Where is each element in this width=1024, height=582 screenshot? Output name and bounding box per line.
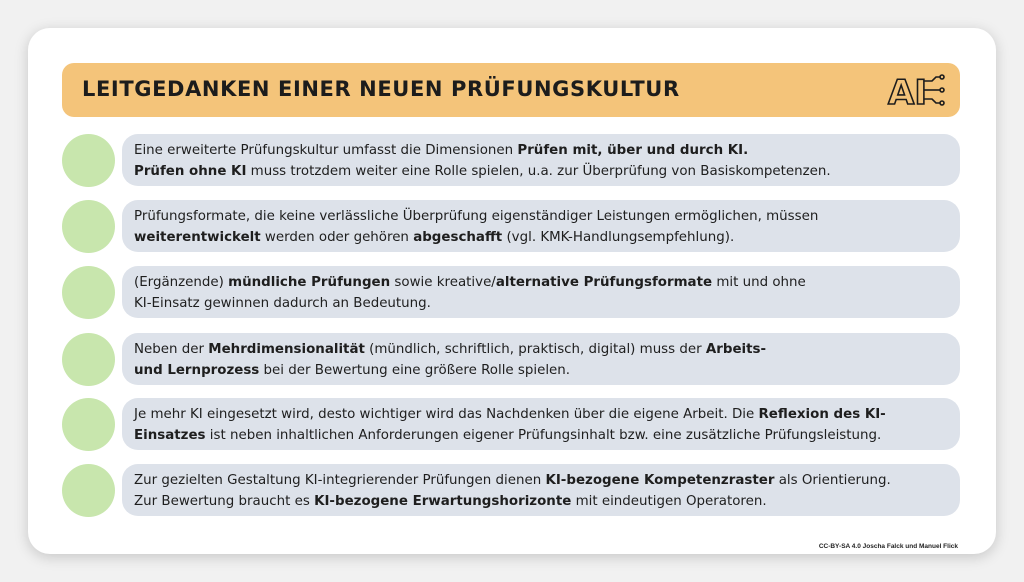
bullet-circle xyxy=(62,333,115,386)
text-segment: Neben der xyxy=(134,342,209,357)
list-item xyxy=(62,266,960,318)
item-box xyxy=(122,464,960,516)
item-box xyxy=(122,266,960,318)
item-text xyxy=(134,140,948,182)
bullet-circle xyxy=(62,266,115,319)
text-segment: ist neben inhaltlichen Anforderungen eigener Prüfungsinhalt bzw. eine zusätzliche Prüfungsleistung. xyxy=(205,428,882,443)
text-segment: mit eindeutigen Operatoren. xyxy=(571,494,767,509)
text-segment: Eine erweiterte Prüfungskultur umfasst die Dimensionen xyxy=(134,143,518,158)
emphasis-text: Prüfen ohne KI xyxy=(134,164,247,179)
text-segment: Zur gezielten Gestaltung KI-integrierender Prüfungen dienen xyxy=(134,473,546,488)
logo-text: AI xyxy=(888,73,927,109)
list-item xyxy=(62,200,960,252)
bullet-circle xyxy=(62,398,115,451)
list-item xyxy=(62,333,960,385)
emphasis-text: Reflexion des KI- xyxy=(758,407,886,422)
text-segment: (vgl. KMK-Handlungsempfehlung). xyxy=(502,230,735,245)
emphasis-text: Prüfen mit, über und durch KI. xyxy=(517,143,749,158)
header-banner xyxy=(62,63,960,117)
bullet-circle xyxy=(62,134,115,187)
text-segment: (mündlich, schriftlich, praktisch, digital) muss der xyxy=(364,342,706,357)
text-segment: werden oder gehören xyxy=(260,230,414,245)
item-text xyxy=(134,206,948,248)
text-segment: mit und ohne xyxy=(712,275,806,290)
emphasis-text: und Lernprozess xyxy=(134,363,260,378)
license-credit: CC-BY-SA 4.0 Joscha Falck und Manuel Flick xyxy=(818,543,958,550)
text-segment: Prüfungsformate, die keine verlässliche Überprüfung eigenständiger Leistungen ermöglichen, müssen xyxy=(134,209,819,224)
emphasis-text: mündliche Prüfungen xyxy=(228,275,391,290)
bullet-circle xyxy=(62,200,115,253)
emphasis-text: alternative Prüfungsformate xyxy=(495,275,713,290)
item-text xyxy=(134,339,948,381)
emphasis-text: Einsatzes xyxy=(134,428,206,443)
text-segment: (Ergänzende) xyxy=(134,275,229,290)
emphasis-text: KI-bezogene Erwartungshorizonte xyxy=(314,494,572,509)
list-item xyxy=(62,464,960,516)
item-text xyxy=(134,272,948,314)
item-box xyxy=(122,134,960,186)
emphasis-text: Mehrdimensionalität xyxy=(208,342,365,357)
text-segment: Je mehr KI eingesetzt wird, desto wichtiger wird das Nachdenken über die eigene Arbeit. Die xyxy=(134,407,759,422)
text-segment: Zur Bewertung braucht es xyxy=(134,494,315,509)
item-text xyxy=(134,470,948,512)
page-title: LEITGEDANKEN EINER NEUEN PRÜFUNGSKULTUR xyxy=(82,77,680,101)
text-segment: sowie kreative/ xyxy=(390,275,496,290)
item-text xyxy=(134,404,948,446)
text-segment: KI-Einsatz gewinnen dadurch an Bedeutung. xyxy=(134,296,431,311)
text-segment: muss trotzdem weiter eine Rolle spielen, u.a. zur Überprüfung von Basiskompetenzen. xyxy=(246,164,831,179)
item-box xyxy=(122,200,960,252)
text-segment: bei der Bewertung eine größere Rolle spielen. xyxy=(259,363,571,378)
emphasis-text: Arbeits- xyxy=(705,342,767,357)
bullet-circle xyxy=(62,464,115,517)
emphasis-text: KI-bezogene Kompetenzraster xyxy=(545,473,775,488)
emphasis-text: abgeschafft xyxy=(413,230,503,245)
emphasis-text: weiterentwickelt xyxy=(134,230,261,245)
list-item xyxy=(62,398,960,450)
item-box xyxy=(122,398,960,450)
list-item xyxy=(62,134,960,186)
item-box xyxy=(122,333,960,385)
text-segment: als Orientierung. xyxy=(774,473,891,488)
ai-circuit-icon xyxy=(886,71,946,109)
